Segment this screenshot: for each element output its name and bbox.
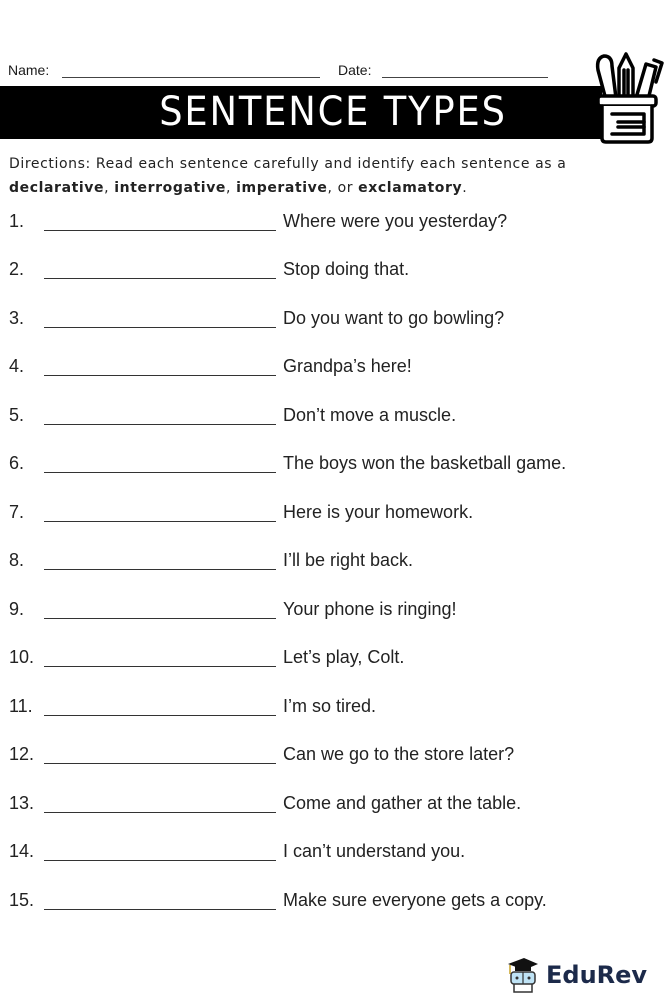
question-item bbox=[0, 550, 666, 580]
answer-line[interactable] bbox=[44, 424, 276, 425]
question-item bbox=[0, 453, 666, 483]
brand-name: EduRev bbox=[546, 961, 648, 989]
edurev-logo[interactable] bbox=[504, 955, 647, 995]
question-item bbox=[0, 890, 666, 920]
question-number: 1. bbox=[9, 211, 25, 231]
question-sentence: Here is your homework. bbox=[283, 502, 474, 522]
question-sentence: I’ll be right back. bbox=[283, 550, 414, 570]
type-declarative: declarative bbox=[9, 180, 105, 196]
question-number: 12. bbox=[9, 744, 35, 764]
question-sentence: I’m so tired. bbox=[283, 696, 377, 716]
question-number: 9. bbox=[9, 599, 25, 619]
question-number: 14. bbox=[9, 841, 35, 861]
separator: , bbox=[104, 180, 115, 196]
answer-line[interactable] bbox=[44, 521, 276, 522]
separator: , or bbox=[327, 180, 359, 196]
question-number: 4. bbox=[9, 356, 25, 376]
graduation-cap-icon bbox=[504, 956, 540, 994]
answer-line[interactable] bbox=[44, 763, 276, 764]
answer-line[interactable] bbox=[44, 812, 276, 813]
question-item bbox=[0, 502, 666, 532]
question-item bbox=[0, 259, 666, 289]
name-field-line[interactable] bbox=[62, 77, 320, 78]
question-sentence: Don’t move a muscle. bbox=[283, 405, 457, 425]
question-sentence: Come and gather at the table. bbox=[283, 793, 522, 813]
answer-line[interactable] bbox=[44, 569, 276, 570]
answer-line[interactable] bbox=[44, 230, 276, 231]
question-item bbox=[0, 405, 666, 435]
question-item bbox=[0, 356, 666, 386]
date-label: Date: bbox=[338, 62, 372, 78]
question-sentence: Let’s play, Colt. bbox=[283, 647, 405, 667]
directions bbox=[9, 152, 659, 200]
answer-line[interactable] bbox=[44, 618, 276, 619]
question-sentence: The boys won the basketball game. bbox=[283, 453, 567, 473]
answer-line[interactable] bbox=[44, 278, 276, 279]
question-sentence: Make sure everyone gets a copy. bbox=[283, 890, 547, 910]
page-title: SENTENCE TYPES bbox=[159, 89, 507, 135]
question-number: 5. bbox=[9, 405, 25, 425]
question-item bbox=[0, 647, 666, 677]
question-item bbox=[0, 308, 666, 338]
pencil-cup-icon bbox=[588, 48, 664, 144]
type-exclamatory: exclamatory bbox=[358, 180, 463, 196]
question-number: 6. bbox=[9, 453, 25, 473]
type-interrogative: interrogative bbox=[114, 180, 227, 196]
question-number: 15. bbox=[9, 890, 35, 910]
question-item bbox=[0, 841, 666, 871]
question-item bbox=[0, 744, 666, 774]
question-item bbox=[0, 696, 666, 726]
answer-line[interactable] bbox=[44, 909, 276, 910]
question-item bbox=[0, 793, 666, 823]
question-sentence: I can’t understand you. bbox=[283, 841, 466, 861]
question-number: 2. bbox=[9, 259, 25, 279]
answer-line[interactable] bbox=[44, 327, 276, 328]
answer-line[interactable] bbox=[44, 375, 276, 376]
date-field-line[interactable] bbox=[382, 77, 548, 78]
question-number: 8. bbox=[9, 550, 25, 570]
question-sentence: Your phone is ringing! bbox=[283, 599, 457, 619]
question-item bbox=[0, 211, 666, 241]
name-label: Name: bbox=[8, 62, 50, 78]
question-number: 11. bbox=[9, 696, 33, 716]
question-sentence: Do you want to go bowling? bbox=[283, 308, 505, 328]
question-item bbox=[0, 599, 666, 629]
type-imperative: imperative bbox=[236, 180, 328, 196]
separator: , bbox=[226, 180, 237, 196]
question-sentence: Stop doing that. bbox=[283, 259, 410, 279]
answer-line[interactable] bbox=[44, 472, 276, 473]
question-number: 13. bbox=[9, 793, 35, 813]
question-sentence: Where were you yesterday? bbox=[283, 211, 508, 231]
question-number: 10. bbox=[9, 647, 35, 667]
answer-line[interactable] bbox=[44, 715, 276, 716]
answer-line[interactable] bbox=[44, 666, 276, 667]
answer-line[interactable] bbox=[44, 860, 276, 861]
question-sentence: Can we go to the store later? bbox=[283, 744, 515, 764]
question-number: 7. bbox=[9, 502, 25, 522]
question-sentence: Grandpa’s here! bbox=[283, 356, 412, 376]
question-number: 3. bbox=[9, 308, 25, 328]
directions-text: Directions: Read each sentence carefully and identify each sentence as a bbox=[9, 156, 567, 172]
separator: . bbox=[462, 180, 468, 196]
